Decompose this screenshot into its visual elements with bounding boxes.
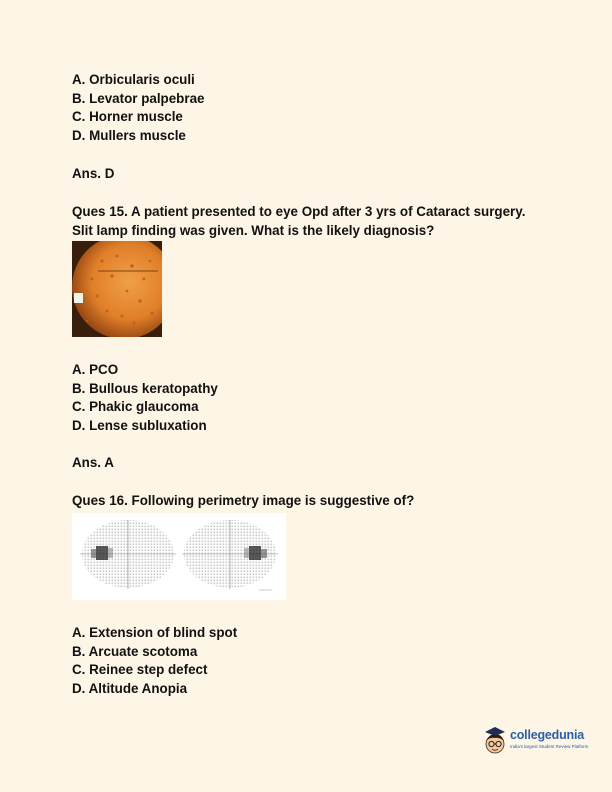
- q16-question: Ques 16. Following perimetry image is suggestive of?: [72, 493, 415, 508]
- slit-lamp-photo: [72, 241, 162, 337]
- slit-lamp-photo-graphic: [72, 241, 162, 337]
- brand-name: collegedunia: [510, 728, 585, 742]
- q16-options: [72, 624, 237, 698]
- collegedunia-logo[interactable]: [482, 725, 594, 761]
- q15-answer: Ans. A: [72, 455, 114, 470]
- q15-options: [72, 361, 218, 435]
- perimetry-chart: [72, 513, 286, 600]
- q15-question-line1: Ques 15. A patient presented to eye Opd after 3 yrs of Cataract surgery.: [72, 204, 526, 219]
- q15-option-a: A. PCO: [72, 362, 119, 377]
- q16-option-c: C. Reinee step defect: [72, 662, 208, 677]
- q16-option-d: D. Altitude Anopia: [72, 680, 188, 696]
- q14-option-b: B. Levator palpebrae: [72, 90, 205, 106]
- q14-option-c: C. Horner muscle: [72, 109, 183, 124]
- q14-option-a: A. Orbicularis oculi: [72, 72, 195, 87]
- q15-question: [72, 203, 562, 240]
- q15-option-b: B. Bullous keratopathy: [72, 380, 218, 396]
- q14-answer: Ans. D: [72, 166, 115, 181]
- q16-option-a: A. Extension of blind spot: [72, 625, 238, 640]
- collegedunia-mascot-icon: [482, 725, 508, 757]
- brand-tagline: India's largest Student Review Platform: [510, 744, 589, 749]
- perimetry-chart-graphic: [72, 513, 286, 600]
- q15-option-c: C. Phakic glaucoma: [72, 399, 199, 414]
- q14-option-d: D. Mullers muscle: [72, 127, 186, 143]
- q16-option-b: B. Arcuate scotoma: [72, 643, 198, 659]
- q15-question-line2: Slit lamp finding was given. What is the likely diagnosis?: [72, 222, 435, 238]
- q14-options: [72, 71, 204, 145]
- q15-option-d: D. Lense subluxation: [72, 417, 207, 433]
